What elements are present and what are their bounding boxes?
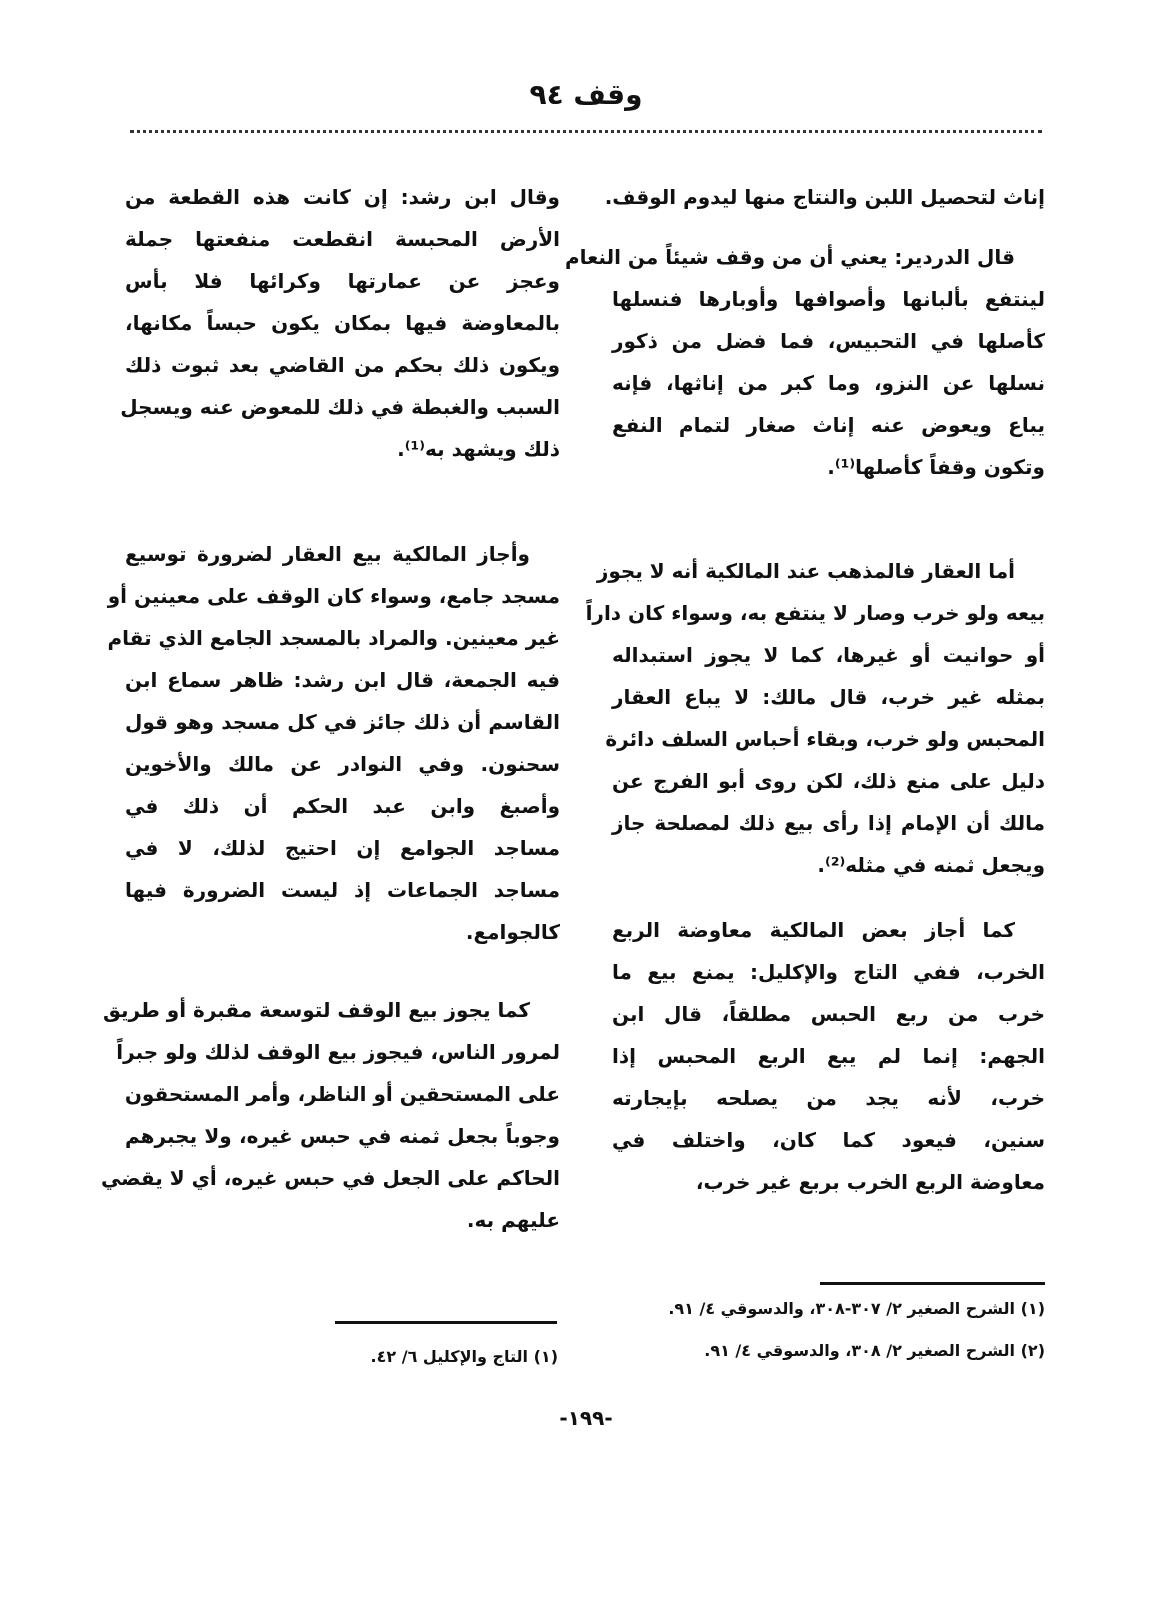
text-line: ذلك ويشهد به⁽¹⁾.: [397, 437, 560, 461]
text-line: السبب والغبطة في ذلك للمعوض عنه ويسجل: [120, 395, 560, 419]
text-line: وقال ابن رشد: إن كانت هذه القطعة من: [125, 185, 560, 209]
text-line: بيعه ولو خرب وصار لا ينتفع به، وسواء كان داراً: [585, 601, 1045, 625]
footnote-rule-right: [820, 1282, 1045, 1285]
paragraph: [120, 176, 560, 470]
text-line: دليل على منع ذلك، لكن روى أبو الفرج عن: [612, 769, 1045, 793]
text-line: وتكون وقفاً كأصلها⁽¹⁾.: [827, 455, 1045, 479]
text-line: غير معينين. والمراد بالمسجد الجامع الذي تقام: [107, 626, 560, 650]
text-line: ويكون ذلك بحكم من القاضي بعد ثبوت ذلك: [125, 353, 560, 377]
text-line: وجوباً بجعل ثمنه في حبس غيره، ولا يجبرهم: [125, 1124, 560, 1148]
text-line: معاوضة الربع الخرب بربع غير خرب،: [695, 1170, 1045, 1194]
text-line: فيه الجمعة، قال ابن رشد: ظاهر سماع ابن: [125, 668, 560, 692]
text-line: يباع ويعوض عنه إناث صغار لتمام النفع: [612, 413, 1045, 437]
footnote-right-2: (٢) الشرح الصغير ٢/ ٣٠٨، والدسوقي ٤/ ٩١.: [704, 1341, 1045, 1360]
paragraph: [604, 176, 1045, 218]
paragraph: [564, 236, 1045, 488]
text-line: إناث لتحصيل اللبن والنتاج منها ليدوم الوقف.: [604, 185, 1045, 209]
text-line: بمثله غير خرب، قال مالك: لا يباع العقار: [612, 685, 1045, 709]
text-line: وأجاز المالكية بيع العقار لضرورة توسيع: [125, 542, 530, 566]
footnote-rule-left: [335, 1321, 557, 1324]
text-line: الأرض المحبسة انقطعت منفعتها جملة: [125, 227, 560, 251]
text-line: المحبس ولو خرب، وبقاء أحباس السلف دائرة: [605, 727, 1045, 751]
text-line: أما العقار فالمذهب عند المالكية أنه لا يجوز: [596, 559, 1015, 583]
paragraph: [100, 989, 560, 1241]
text-line: خرب، لأنه يجد من يصلحه بإيجارته: [612, 1086, 1045, 1110]
header-divider: [130, 130, 1042, 133]
text-line: لمرور الناس، فيجوز بيع الوقف لذلك ولو جبراً: [116, 1040, 560, 1064]
text-line: عليهم به.: [466, 1208, 560, 1232]
paragraph: [585, 550, 1045, 886]
text-line: الجهم: إنما لم يبع الربع المحبس إذا: [612, 1044, 1045, 1068]
text-line: قال الدردير: يعني أن من وقف شيئاً من النعام: [564, 245, 1015, 269]
text-line: سنين، فيعود كما كان، واختلف في: [612, 1128, 1045, 1152]
text-line: مالك أن الإمام إذا رأى بيع ذلك لمصلحة جاز: [612, 811, 1045, 835]
text-line: كما يجوز بيع الوقف لتوسعة مقبرة أو طريق: [102, 998, 530, 1022]
text-line: مسجد جامع، وسواء كان الوقف على معينين أو: [107, 584, 560, 608]
text-line: وأصبغ وابن عبد الحكم أن ذلك في: [125, 794, 560, 818]
text-line: على المستحقين أو الناظر، وأمر المستحقون: [124, 1082, 560, 1106]
text-line: أو حوانيت أو غيرها، كما لا يجوز استبداله: [612, 643, 1045, 667]
running-header: وقف ٩٤: [529, 78, 643, 111]
paragraph: [612, 909, 1045, 1203]
text-line: كأصلها في التحبيس، فما فضل من ذكور: [612, 329, 1045, 353]
text-line: مساجد الجوامع إن احتيج لذلك، لا في: [125, 836, 560, 860]
text-line: ويجعل ثمنه في مثله⁽²⁾.: [817, 853, 1045, 877]
footnote-right-1: (١) الشرح الصغير ٢/ ٣٠٧-٣٠٨، والدسوقي ٤/ ٩١.: [668, 1299, 1045, 1318]
paragraph: [107, 533, 560, 953]
text-line: خرب من ربع الحبس مطلقاً، قال ابن: [612, 1002, 1045, 1026]
text-line: الحاكم على الجعل في حبس غيره، أي لا يقضي: [100, 1166, 560, 1190]
text-line: القاسم أن ذلك جائز في كل مسجد وهو قول: [125, 710, 560, 734]
text-line: مساجد الجماعات إذ ليست الضرورة فيها: [125, 878, 560, 902]
text-line: كما أجاز بعض المالكية معاوضة الربع: [612, 918, 1015, 942]
text-line: بالمعاوضة فيها بمكان يكون حبساً مكانها،: [125, 311, 560, 335]
page-number: -١٩٩-: [559, 1406, 613, 1430]
text-line: لينتفع بألبانها وأصوافها وأوبارها فنسلها: [612, 287, 1045, 311]
footnote-left-1: (١) التاج والإكليل ٦/ ٤٢.: [370, 1347, 558, 1366]
text-line: الخرب، ففي التاج والإكليل: يمنع بيع ما: [612, 960, 1045, 984]
text-line: نسلها عن النزو، وما كبر من إناثها، فإنه: [612, 371, 1045, 395]
text-line: كالجوامع.: [465, 920, 560, 944]
text-line: وعجز عن عمارتها وكرائها فلا بأس: [125, 269, 560, 293]
text-line: سحنون. وفي النوادر عن مالك والأخوين: [125, 752, 560, 776]
